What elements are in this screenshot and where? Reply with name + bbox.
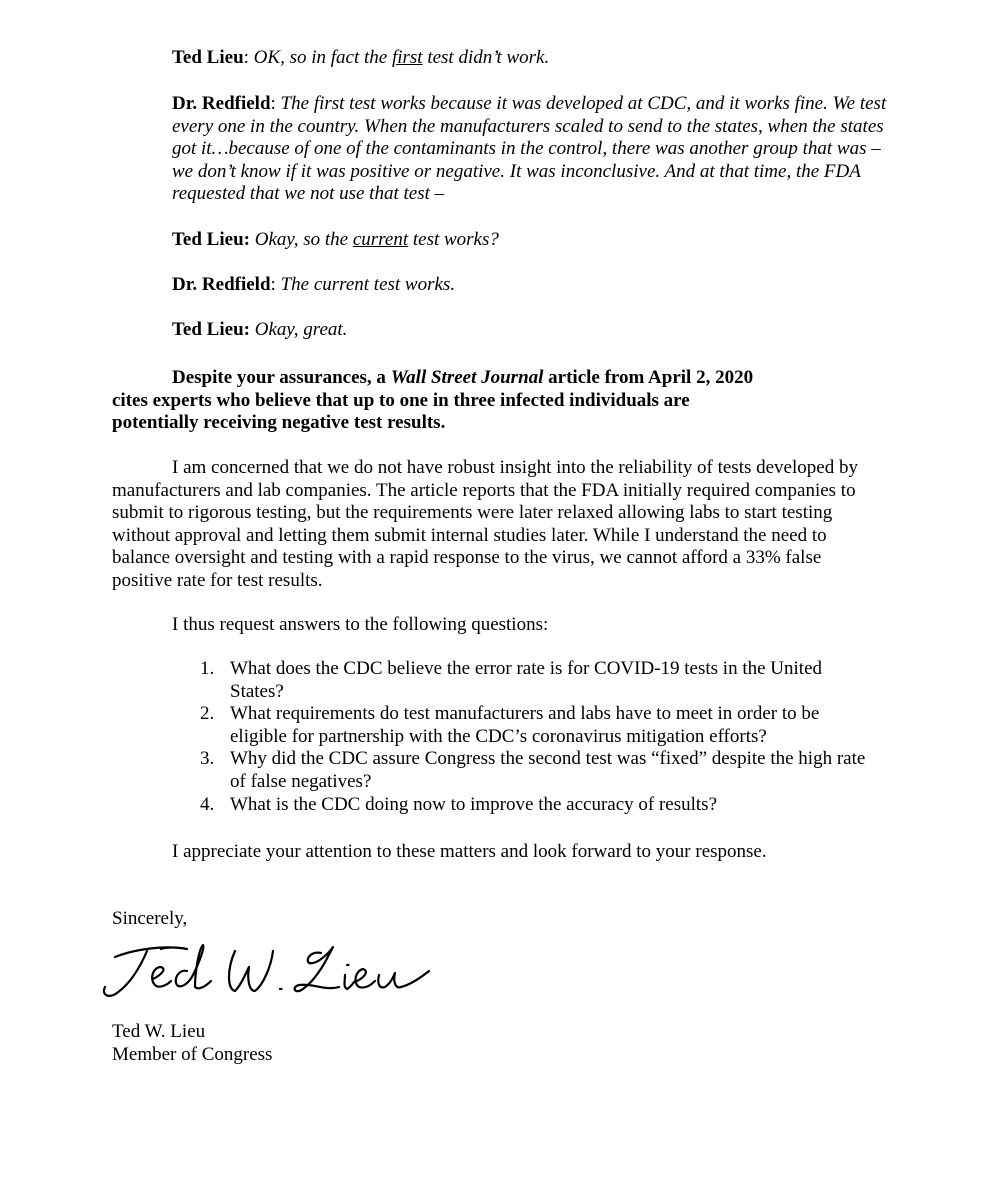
speaker-label: Ted Lieu:: [172, 229, 250, 250]
assurances-line-2: cites experts who believe that up to one in three infected individuals are: [112, 389, 690, 411]
question-number: 1.: [200, 658, 215, 679]
question-number: 2.: [200, 703, 215, 725]
speaker-separator: :: [243, 47, 254, 68]
dialogue-line-3: [172, 229, 892, 252]
speaker-separator: :: [270, 274, 281, 295]
quote-text: [255, 229, 499, 250]
signature-stroke: [152, 967, 171, 987]
speaker-label: Dr. Redfield: [172, 274, 271, 295]
question-text: What requirements do test manufacturers and labs have to meet in order to be eligible for partnership with the CDC’s coronavirus mitigation efforts?: [230, 703, 820, 747]
quote-text: [254, 47, 550, 68]
speaker-label: Ted Lieu:: [172, 319, 250, 340]
signature-stroke: [378, 971, 429, 987]
quote-text: The current test works.: [280, 274, 456, 295]
request-intro: I thus request answers to the following questions:: [172, 614, 549, 635]
dialogue-line-5: [172, 319, 892, 342]
quote-text-post: test didn’t work.: [422, 47, 550, 68]
quote-text: The first test works because it was developed at CDC, and it works fine. We test every one in the country. When the manufacturers scaled to send to the states, when the states got it…because of one of the contaminants in the control, there was another group that was – we don’t know if it was positive or negative. It was inconclusive. And at that time, the FDA requested that we not use that test –: [172, 93, 887, 205]
dialogue-line-4: [172, 274, 892, 297]
question-text: What is the CDC doing now to improve the accuracy of results?: [230, 793, 718, 815]
assurances-paragraph: [112, 367, 912, 435]
underlined-word: current: [352, 229, 409, 250]
question-text: Why did the CDC assure Congress the second test was “fixed” despite the high rate of false negatives?: [230, 748, 866, 792]
signature-stroke: [176, 945, 211, 988]
signer-block: [112, 1021, 412, 1066]
quote-text-pre: OK, so in fact the: [253, 47, 392, 68]
closing-paragraph: I appreciate your attention to these matters and look forward to your response.: [172, 841, 767, 862]
question-number: 3.: [200, 748, 215, 770]
concern-paragraph: I am concerned that we do not have robust insight into the reliability of tests developed by manufacturers and lab companies. The article reports that the FDA initially required companies to submit to rigorous testing, but the requirements were later relaxed allowing labs to start testing without approval and letting them submit internal studies later. While I understand the need to balance oversight and testing with a rapid response to the virus, we cannot afford a 33% false positive rate for test results.: [112, 457, 858, 591]
speaker-separator: :: [270, 93, 281, 114]
assurances-text-post: article from April 2, 2020: [543, 367, 754, 388]
speaker-label: Ted Lieu: [172, 47, 244, 68]
signature-image: [95, 935, 440, 1005]
dialogue-line-1: [172, 47, 892, 70]
journal-title: Wall Street Journal: [390, 367, 544, 388]
signature-stroke: [229, 951, 273, 991]
question-text: What does the CDC believe the error rate is for COVID-19 tests in the United States?: [230, 658, 823, 702]
questions-list: [200, 658, 880, 816]
signature-stroke: [295, 947, 339, 991]
quote-text-pre: Okay, so the: [254, 229, 353, 250]
dialogue-line-2: [172, 93, 892, 206]
signer-title: Member of Congress: [112, 1043, 273, 1065]
signature-stroke: [345, 975, 356, 989]
salutation: Sincerely,: [112, 908, 188, 929]
underlined-word: first: [391, 47, 423, 68]
question-item: [200, 658, 880, 703]
signer-name: Ted W. Lieu: [112, 1021, 206, 1042]
signature-stroke: [104, 951, 147, 996]
quote-text: Okay, great.: [254, 319, 348, 340]
question-item: [200, 794, 880, 817]
signature-stroke: [115, 947, 187, 957]
quote-text-post: test works?: [408, 229, 499, 250]
signature-stroke: [356, 969, 375, 988]
question-number: 4.: [200, 793, 215, 815]
assurances-text-pre: Despite your assurances, a: [172, 367, 391, 388]
assurances-line-3: potentially receiving negative test results.: [112, 412, 446, 434]
question-item: [200, 748, 880, 793]
speaker-label: Dr. Redfield: [172, 93, 271, 114]
question-item: [200, 703, 880, 748]
assurances-line-1: [112, 367, 912, 390]
